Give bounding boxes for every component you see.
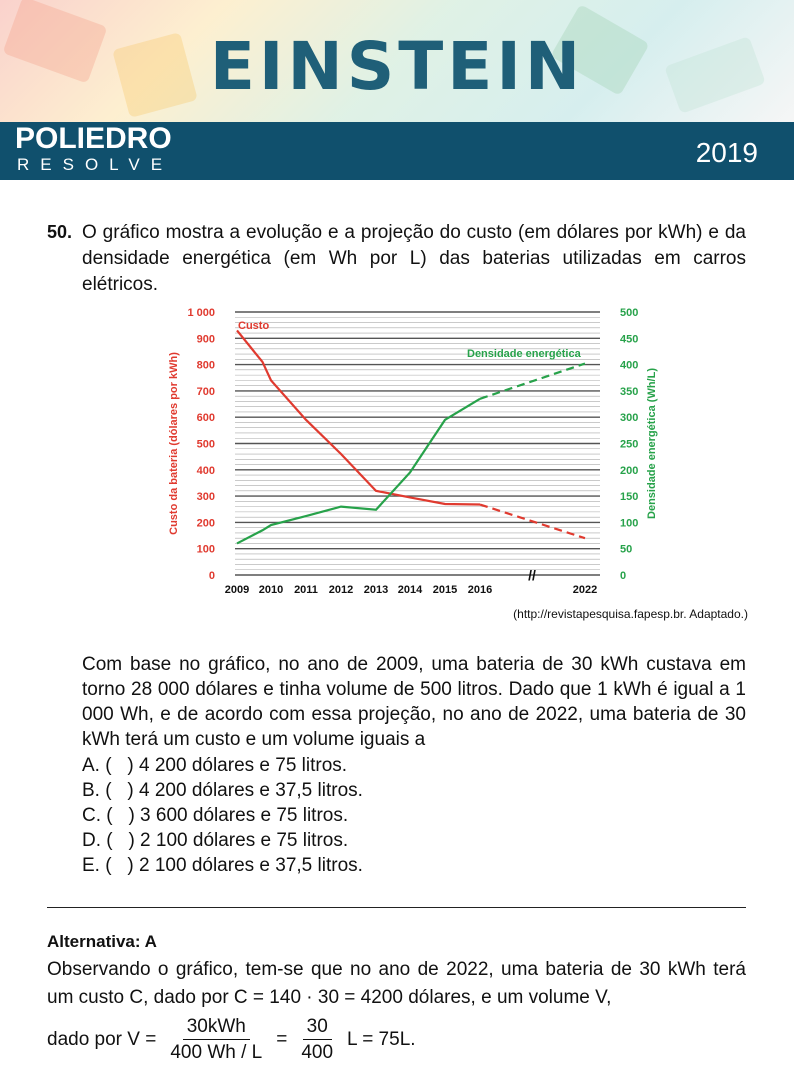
formula-equals: = [276, 1029, 288, 1050]
formula-suffix: L = 75L. [347, 1029, 416, 1050]
chart-svg [165, 302, 665, 607]
y-left-tick-label: 100 [196, 543, 215, 556]
fraction-1-numerator: 30kWh [183, 1015, 250, 1040]
option-a[interactable]: A. ( ) 4 200 dólares e 75 litros. [82, 755, 348, 776]
fraction-1-denominator: 400 Wh / L [170, 1041, 263, 1063]
series-projection-densidade [480, 364, 585, 399]
brand-logo-bottom: RESOLVE [17, 155, 174, 174]
formula-prefix: dado por V = [47, 1029, 157, 1050]
answer-text: Observando o gráfico, tem-se que no ano de 2022, uma bateria de 30 kWh terá um custo C, dado por C = 140 · 30 = 4200 dólares, e um volume V, [47, 959, 746, 1008]
y-right-tick-label: 100 [620, 517, 639, 530]
page-title: EINSTEIN [209, 28, 585, 105]
y-left-tick-label: 300 [196, 491, 215, 504]
option-d[interactable]: D. ( ) 2 100 dólares e 75 litros. [82, 830, 349, 851]
x-tick-label: 2015 [432, 584, 458, 596]
divider [47, 907, 746, 908]
answer-label: Alternativa: A [47, 932, 157, 951]
answer-formula [47, 1010, 416, 1070]
x-tick-label: 2011 [294, 584, 318, 596]
brand-logo-top: POLIEDRO [15, 122, 172, 155]
y-left-tick-label: 1 000 [187, 307, 215, 319]
fraction-1 [166, 1015, 266, 1066]
y-left-tick-label: 500 [196, 438, 215, 451]
question-body: Com base no gráfico, no ano de 2009, uma bateria de 30 kWh custava em torno 28 000 dólares e tinha volume de 500 litros. Dado que 1 kWh é igual a 1 000 Wh, e de acordo com essa projeção, no ano de 2022, uma bateria de 30 kWh terá um custo e um volume iguais a [82, 654, 746, 750]
header-year: 2019 [695, 137, 758, 168]
y-right-tick-label: 450 [620, 333, 639, 346]
axis-break-mark: // [528, 567, 536, 583]
question-intro: O gráfico mostra a evolução e a projeção do custo (em dólares por kWh) e da densidade energética (em Wh por L) das baterias utilizadas em carros elétricos. [82, 222, 746, 295]
option-b[interactable]: B. ( ) 4 200 dólares e 37,5 litros. [82, 780, 363, 801]
y-left-tick-label: 0 [208, 570, 215, 582]
y-left-tick-label: 900 [196, 333, 215, 346]
y-right-tick-label: 50 [620, 543, 633, 556]
y-right-tick-label: 350 [620, 385, 639, 398]
y-right-tick-label: 200 [620, 464, 639, 477]
fraction-2-numerator: 30 [303, 1015, 332, 1040]
x-tick-label: 2014 [397, 584, 423, 596]
fraction-2-denominator: 400 [301, 1041, 334, 1063]
y-left-tick-label: 200 [196, 517, 215, 530]
x-tick-label: 2016 [467, 584, 493, 596]
header-banner [0, 0, 794, 122]
y-right-tick-label: 0 [620, 570, 627, 582]
y-right-axis-label: Densidade energética (Wh/L) [646, 368, 658, 519]
option-e[interactable]: E. ( ) 2 100 dólares e 37,5 litros. [82, 855, 363, 876]
x-tick-label: 2009 [224, 584, 250, 596]
y-left-tick-label: 600 [196, 412, 215, 425]
question-number: 50. [47, 222, 73, 242]
y-right-tick-label: 500 [620, 307, 639, 319]
y-right-tick-label: 300 [620, 412, 639, 425]
chart [165, 302, 665, 607]
chart-source: (http://revistapesquisa.fapesp.br. Adaptado.) [513, 607, 748, 621]
x-tick-label: 2010 [258, 584, 284, 596]
y-left-axis-label: Custo da bateria (dólares por kWh) [168, 352, 180, 535]
series-label-custo: Custo [238, 320, 270, 332]
options-list [82, 753, 363, 878]
y-right-tick-label: 250 [620, 438, 639, 451]
y-right-tick-label: 400 [620, 359, 639, 372]
y-left-tick-label: 400 [196, 464, 215, 477]
series-label-densidade: Densidade energética [467, 348, 581, 360]
x-tick-label: 2022 [572, 584, 598, 596]
fraction-2 [297, 1015, 337, 1066]
y-right-tick-label: 150 [620, 491, 639, 504]
x-tick-label: 2012 [328, 584, 354, 596]
option-c[interactable]: C. ( ) 3 600 dólares e 75 litros. [82, 805, 349, 826]
y-left-tick-label: 700 [196, 385, 215, 398]
x-tick-label: 2013 [363, 584, 389, 596]
y-left-tick-label: 800 [196, 359, 215, 372]
